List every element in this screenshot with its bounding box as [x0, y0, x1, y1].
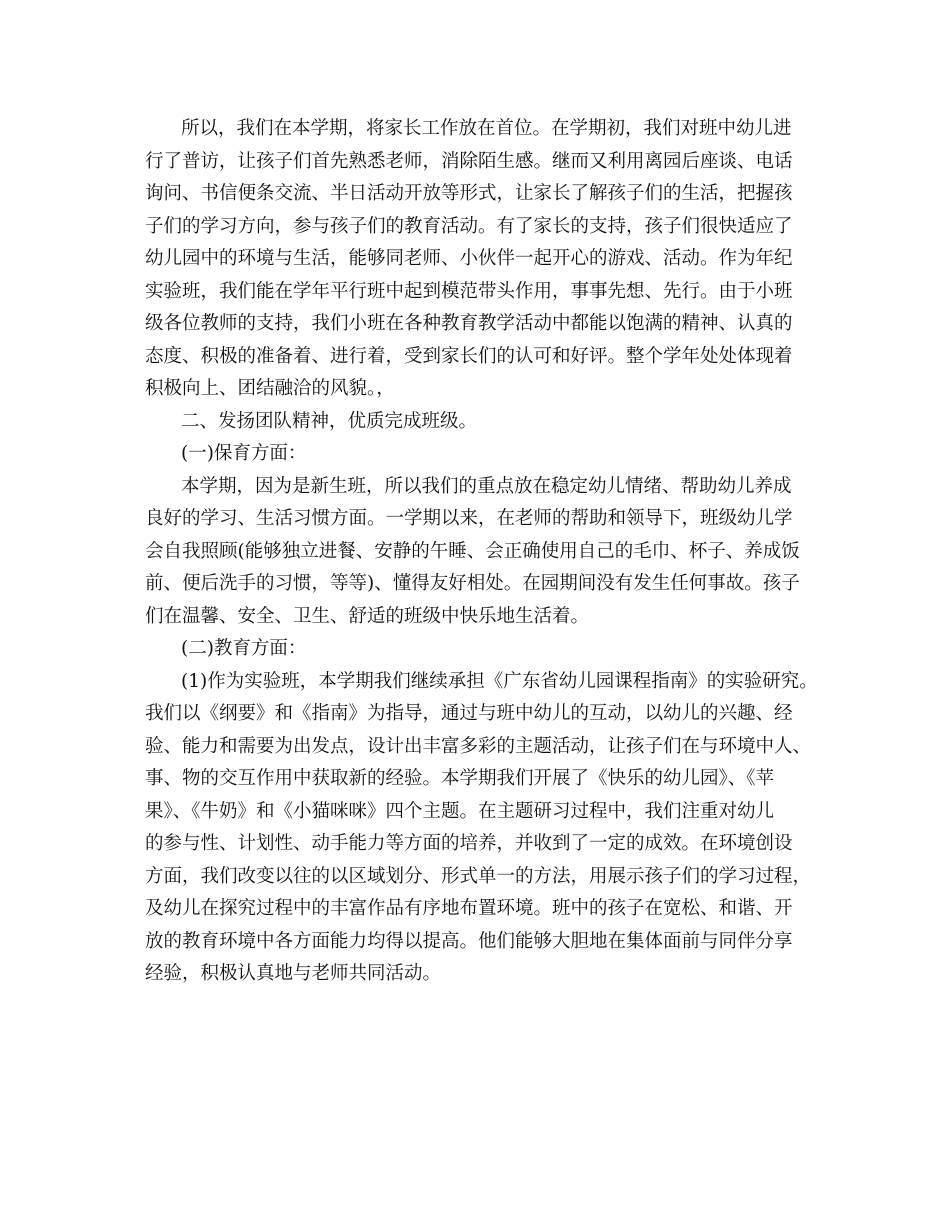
text-line: 会自我照顾(能够独立进餐、安静的午睡、会正确使用自己的毛巾、杯子、养成饭 — [145, 540, 800, 562]
document-body — [145, 113, 825, 991]
text-line: 子们的学习方向，参与孩子们的教育活动。有了家长的支持，孩子们很快适应了 — [145, 215, 793, 237]
text-line: (二)教育方面： — [181, 638, 307, 659]
text-line: 经验，积极认真地与老师共同活动。 — [145, 963, 442, 984]
text-line: 事、物的交互作用中获取新的经验。本学期我们开展了《快乐的幼儿园》、《苹 — [145, 768, 775, 789]
text-line: 的参与性、计划性、动手能力等方面的培养，并收到了一定的成效。在环境创设 — [145, 833, 793, 854]
text-line: 方面，我们改变以往的以区域划分、形式单一的方法，用展示孩子们的学习过程， — [145, 865, 812, 887]
text-line: 验、能力和需要为出发点，设计出丰富多彩的主题活动，让孩子们在与环境中人、 — [145, 735, 812, 757]
text-line: 们在温馨、安全、卫生、舒适的班级中快乐地生活着。 — [145, 605, 590, 627]
text-line: (一)保育方面： — [181, 443, 307, 464]
text-line: 二、发扬团队精神，优质完成班级。 — [181, 410, 478, 432]
text-line: 积极向上、团结融洽的风貌。， — [145, 378, 395, 399]
text-line: 态度、积极的准备着、进行着，受到家长们的认可和好评。整个学年处处体现着 — [145, 345, 793, 367]
text-line: 及幼儿在探究过程中的丰富作品有序地布置环境。班中的孩子在宽松、和谐、开 — [145, 898, 793, 919]
text-line: (1)作为实验班，本学期我们继续承担《广东省幼儿园课程指南》的实验研究。 — [181, 670, 818, 692]
text-line: 本学期，因为是新生班，所以我们的重点放在稳定幼儿情绪、帮助幼儿养成 — [181, 475, 792, 497]
text-line: 级各位教师的支持，我们小班在各种教育教学活动中都能以饱满的精神、认真的 — [145, 313, 793, 334]
text-line: 果》、《牛奶》和《小猫咪咪》四个主题。在主题研习过程中，我们注重对幼儿 — [145, 800, 775, 822]
text-line: 我们以《纲要》和《指南》为指导，通过与班中幼儿的互动，以幼儿的兴趣、经 — [145, 703, 793, 724]
text-line: 实验班，我们能在学年平行班中起到模范带头作用，事事先想、先行。由于小班 — [145, 280, 793, 302]
text-line: 良好的学习、生活习惯方面。一学期以来，在老师的帮助和领导下，班级幼儿学 — [145, 508, 793, 529]
text-line: 放的教育环境中各方面能力均得以提高。他们能够大胆地在集体面前与同伴分享 — [145, 930, 793, 952]
text-line: 前、便后洗手的习惯，等等)、懂得友好相处。在园期间没有发生任何事故。孩子 — [145, 573, 800, 594]
text-line: 所以，我们在本学期，将家长工作放在首位。在学期初，我们对班中幼儿进 — [181, 118, 792, 139]
text-line: 行了普访，让孩子们首先熟悉老师，消除陌生感。继而又利用离园后座谈、电话 — [145, 150, 793, 172]
text-line: 幼儿园中的环境与生活，能够同老师、小伙伴一起开心的游戏、活动。作为年纪 — [145, 248, 793, 269]
text-line: 询问、书信便条交流、半日活动开放等形式，让家长了解孩子们的生活，把握孩 — [145, 183, 793, 204]
